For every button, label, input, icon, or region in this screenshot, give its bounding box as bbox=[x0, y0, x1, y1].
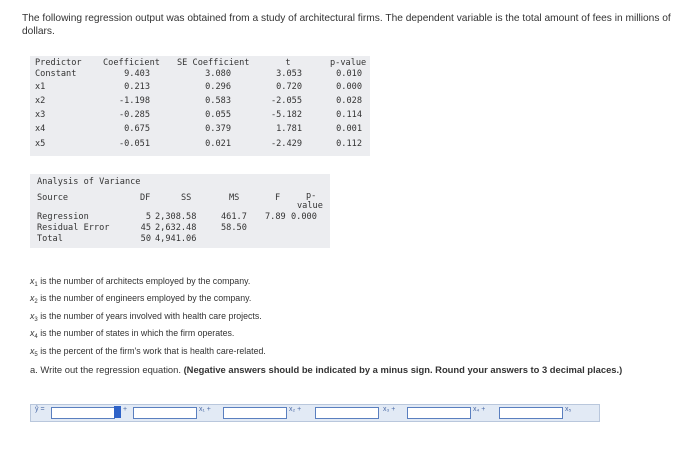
anova-ss: 2,632.48 bbox=[155, 223, 197, 233]
header-t: t bbox=[285, 58, 291, 68]
var-subscript: 3 bbox=[34, 316, 38, 323]
row-predictor: x4 bbox=[35, 124, 46, 134]
row-p: 0.114 bbox=[336, 110, 362, 120]
anova-source: Total bbox=[37, 234, 63, 244]
row-predictor: x1 bbox=[35, 82, 46, 92]
row-coef: -0.285 bbox=[118, 110, 150, 120]
var-text: is the number of architects employed by the company. bbox=[37, 276, 251, 286]
row-se: 0.296 bbox=[205, 82, 231, 92]
row-p: 0.000 bbox=[336, 82, 362, 92]
row-coef: 9.403 bbox=[124, 69, 150, 79]
anova-header-df: DF bbox=[140, 193, 151, 203]
row-se: 0.379 bbox=[205, 124, 231, 134]
var-subscript: 2 bbox=[34, 299, 38, 306]
header-se: SE Coefficient bbox=[177, 58, 250, 68]
anova-header-f: F bbox=[275, 193, 281, 203]
row-p: 0.028 bbox=[336, 96, 362, 106]
var-symbol: x bbox=[30, 293, 35, 304]
row-p: 0.112 bbox=[336, 139, 362, 149]
row-predictor: x5 bbox=[35, 139, 46, 149]
question-a bbox=[30, 364, 670, 376]
row-coef: -0.051 bbox=[118, 139, 150, 149]
anova-p: 0.000 bbox=[291, 212, 317, 222]
row-p: 0.010 bbox=[336, 69, 362, 79]
x4-coefficient-input[interactable] bbox=[407, 407, 471, 419]
x3-term-label: x₃ + bbox=[383, 406, 396, 413]
row-predictor: x2 bbox=[35, 96, 46, 106]
anova-ms: 58.50 bbox=[221, 223, 247, 233]
x2-coefficient-input[interactable] bbox=[223, 407, 287, 419]
row-se: 0.583 bbox=[205, 96, 231, 106]
problem-intro: The following regression output was obtained from a study of architectural firms. The dependent variable is the total amount of fees in millions of dollars. bbox=[22, 13, 671, 37]
row-se: 0.021 bbox=[205, 139, 231, 149]
row-se: 3.080 bbox=[205, 69, 231, 79]
anova-df: 5 bbox=[145, 212, 151, 222]
row-t: 1.781 bbox=[276, 124, 302, 134]
variable-definition bbox=[30, 292, 266, 309]
question-instructions: (Negative answers should be indicated by a minus sign. Round your answers to 3 decimal places.) bbox=[183, 364, 623, 375]
x2-term-label: x₂ + bbox=[289, 406, 302, 413]
anova-ss: 2,308.58 bbox=[155, 212, 197, 222]
anova-header-ms: MS bbox=[229, 193, 240, 203]
variable-definition bbox=[30, 275, 266, 292]
row-t: -2.429 bbox=[270, 139, 302, 149]
regression-equation-bar bbox=[30, 404, 600, 422]
anova-title: Analysis of Variance bbox=[37, 177, 141, 187]
intercept-input[interactable] bbox=[51, 407, 115, 419]
header-coefficient: Coefficient bbox=[103, 58, 160, 68]
x3-coefficient-input[interactable] bbox=[315, 407, 379, 419]
x5-term-label: x₅ bbox=[565, 406, 572, 413]
var-subscript: 4 bbox=[34, 334, 38, 341]
variable-definition bbox=[30, 345, 266, 362]
var-text: is the number of states in which the firm operates. bbox=[37, 328, 235, 339]
x1-coefficient-input[interactable] bbox=[133, 407, 197, 419]
row-predictor: Constant bbox=[35, 69, 77, 79]
variable-definitions bbox=[30, 275, 266, 362]
anova-header-value: value bbox=[297, 201, 323, 211]
var-subscript: 5 bbox=[34, 351, 38, 358]
yhat-label: ŷ = bbox=[35, 406, 45, 413]
var-symbol: x bbox=[30, 310, 35, 321]
header-pvalue: p-value bbox=[330, 58, 367, 68]
row-t: 3.053 bbox=[276, 69, 302, 79]
anova-header-source: Source bbox=[37, 193, 69, 203]
var-symbol: x bbox=[30, 345, 35, 356]
anova-header-ss: SS bbox=[181, 193, 192, 203]
plus-sign: + bbox=[123, 406, 128, 413]
row-t: 0.720 bbox=[276, 82, 302, 92]
header-predictor: Predictor bbox=[35, 58, 82, 68]
anova-df: 45 bbox=[140, 223, 151, 233]
var-text: is the number of engineers employed by the company. bbox=[37, 293, 252, 304]
row-coef: 0.675 bbox=[124, 124, 150, 134]
row-t: -5.182 bbox=[270, 110, 302, 120]
question-prefix: a. Write out the regression equation. bbox=[30, 364, 184, 375]
var-subscript: 1 bbox=[34, 282, 38, 288]
var-text: is the percent of the firm's work that is health care-related. bbox=[37, 345, 266, 356]
var-symbol: x bbox=[30, 276, 35, 286]
row-p: 0.001 bbox=[336, 124, 362, 134]
var-text: is the number of years involved with health care projects. bbox=[37, 310, 262, 321]
anova-source: Residual Error bbox=[37, 223, 110, 233]
row-se: 0.055 bbox=[205, 110, 231, 120]
row-coef: 0.213 bbox=[124, 82, 150, 92]
intercept-input-handle[interactable] bbox=[114, 406, 121, 418]
x4-term-label: x₄ + bbox=[473, 406, 486, 413]
anova-source: Regression bbox=[37, 212, 89, 222]
row-coef: -1.198 bbox=[118, 96, 150, 106]
anova-header-p: p- bbox=[306, 191, 317, 201]
variable-definition bbox=[30, 310, 266, 327]
x5-coefficient-input[interactable] bbox=[499, 407, 563, 419]
row-t: -2.055 bbox=[270, 96, 302, 106]
row-predictor: x3 bbox=[35, 110, 46, 120]
variable-definition bbox=[30, 327, 266, 344]
anova-ms: 461.7 bbox=[221, 212, 247, 222]
anova-df: 50 bbox=[140, 234, 151, 244]
var-symbol: x bbox=[30, 328, 35, 339]
x1-term-label: x₁ + bbox=[199, 406, 211, 413]
anova-f: 7.89 bbox=[265, 212, 286, 222]
anova-ss: 4,941.06 bbox=[155, 234, 197, 244]
